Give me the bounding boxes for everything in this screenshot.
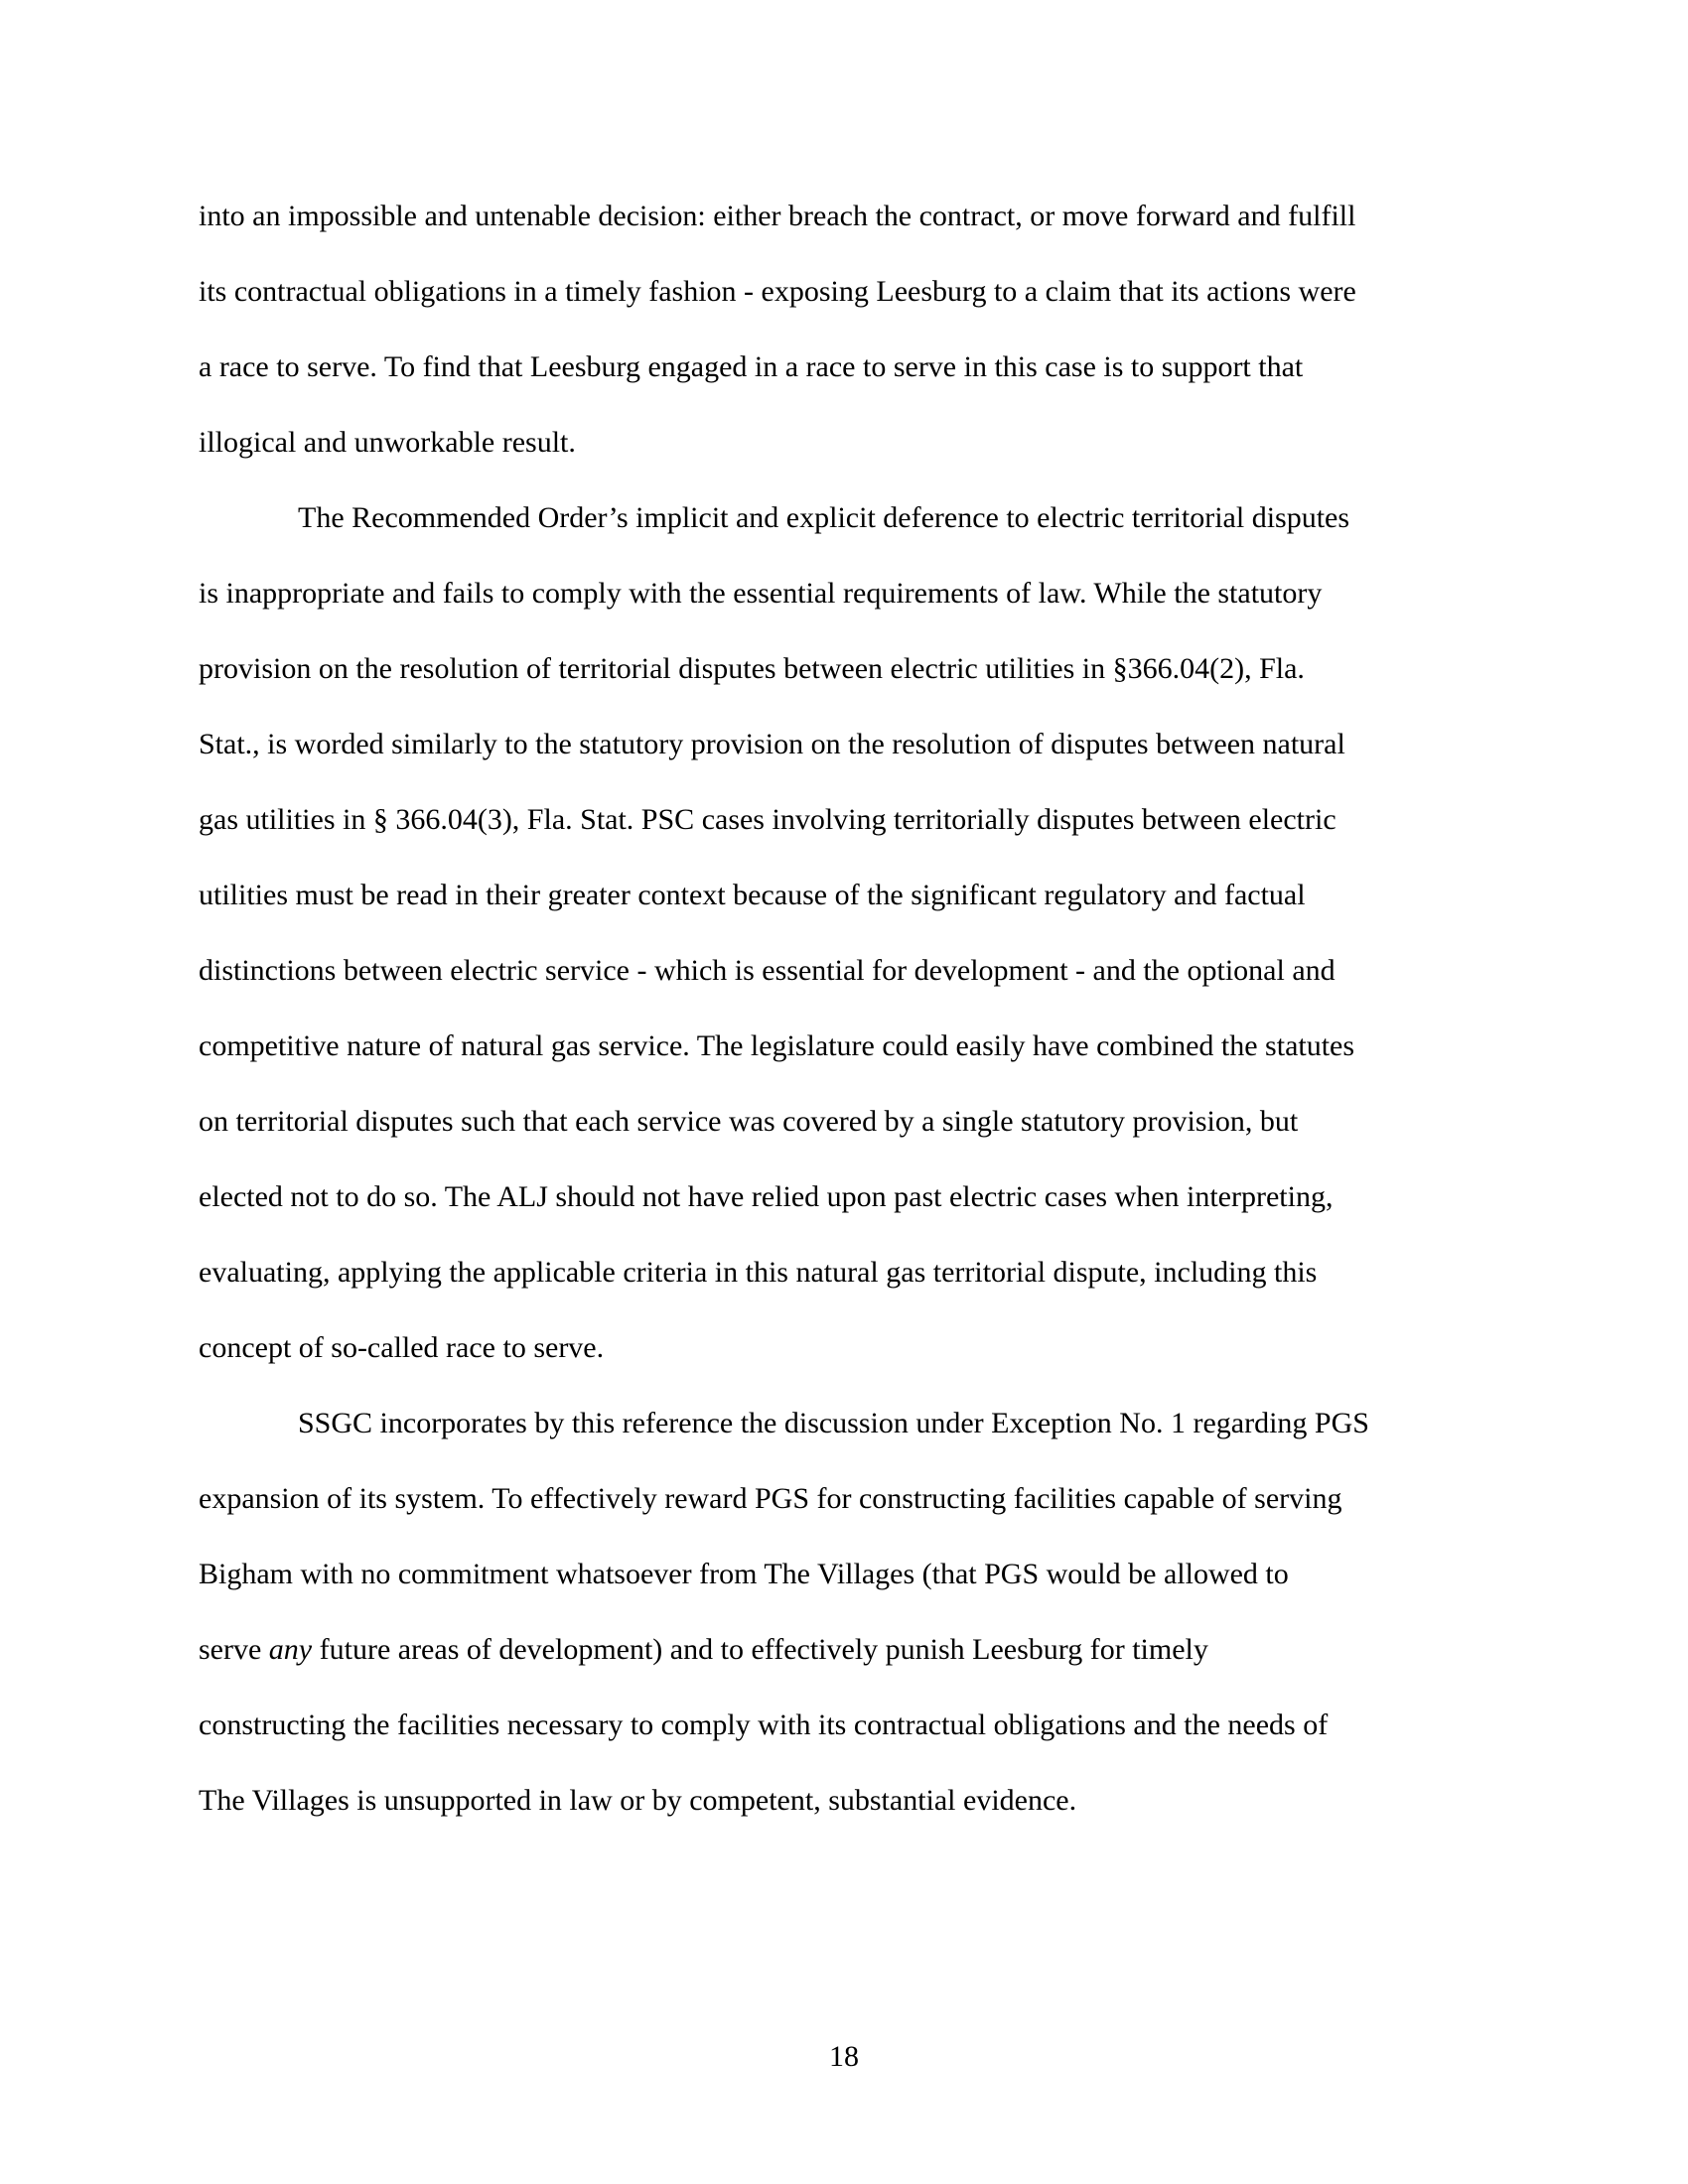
body-text-line: utilities must be read in their greater context because of the significant regulatory and factual	[199, 879, 1306, 911]
paragraph-first-line: SSGC incorporates by this reference the discussion under Exception No. 1 regarding PGS	[298, 1407, 1369, 1439]
body-text-line: on territorial disputes such that each service was covered by a single statutory provision, but	[199, 1105, 1299, 1138]
body-text-line: constructing the facilities necessary to comply with its contractual obligations and the needs of	[199, 1708, 1329, 1741]
body-text-line: into an impossible and untenable decision: either breach the contract, or move forward and fulfill	[199, 200, 1356, 232]
body-text-line: distinctions between electric service - which is essential for development - and the optional and	[199, 954, 1336, 987]
body-text-line: its contractual obligations in a timely fashion - exposing Leesburg to a claim that its actions were	[199, 275, 1356, 308]
text-run: serve	[199, 1633, 269, 1666]
body-text-line: evaluating, applying the applicable criteria in this natural gas territorial dispute, including this	[199, 1256, 1318, 1289]
body-text-line: is inappropriate and fails to comply with the essential requirements of law. While the statutory	[199, 577, 1323, 610]
body-text-line: expansion of its system. To effectively reward PGS for constructing facilities capable of serving	[199, 1482, 1342, 1515]
body-text-line: provision on the resolution of territorial disputes between electric utilities in §366.04(2), Fla.	[199, 652, 1305, 685]
body-text-line: The Villages is unsupported in law or by competent, substantial evidence.	[199, 1784, 1077, 1817]
body-text-line: a race to serve. To find that Leesburg engaged in a race to serve in this case is to support that	[199, 350, 1304, 383]
paragraph-first-line: The Recommended Order’s implicit and explicit deference to electric territorial disputes	[298, 501, 1350, 534]
body-text-line: gas utilities in § 366.04(3), Fla. Stat. PSC cases involving territorially disputes between electric	[199, 803, 1336, 836]
body-text-line: concept of so-called race to serve.	[199, 1331, 605, 1364]
body-text-line: Stat., is worded similarly to the statutory provision on the resolution of disputes between natural	[199, 728, 1345, 760]
body-text-line: competitive nature of natural gas service. The legislature could easily have combined the statutes	[199, 1029, 1355, 1062]
body-text-line: illogical and unworkable result.	[199, 426, 576, 459]
emphasized-word: any	[268, 1633, 313, 1666]
page-number: 18	[829, 2040, 859, 2073]
body-text-line	[199, 1632, 1208, 1668]
body-text-line: Bigham with no commitment whatsoever from The Villages (that PGS would be allowed to	[199, 1558, 1289, 1590]
text-run: future areas of development) and to effectively punish Leesburg for timely	[312, 1633, 1208, 1666]
body-text-line: elected not to do so. The ALJ should not have relied upon past electric cases when interpreting,	[199, 1180, 1334, 1213]
